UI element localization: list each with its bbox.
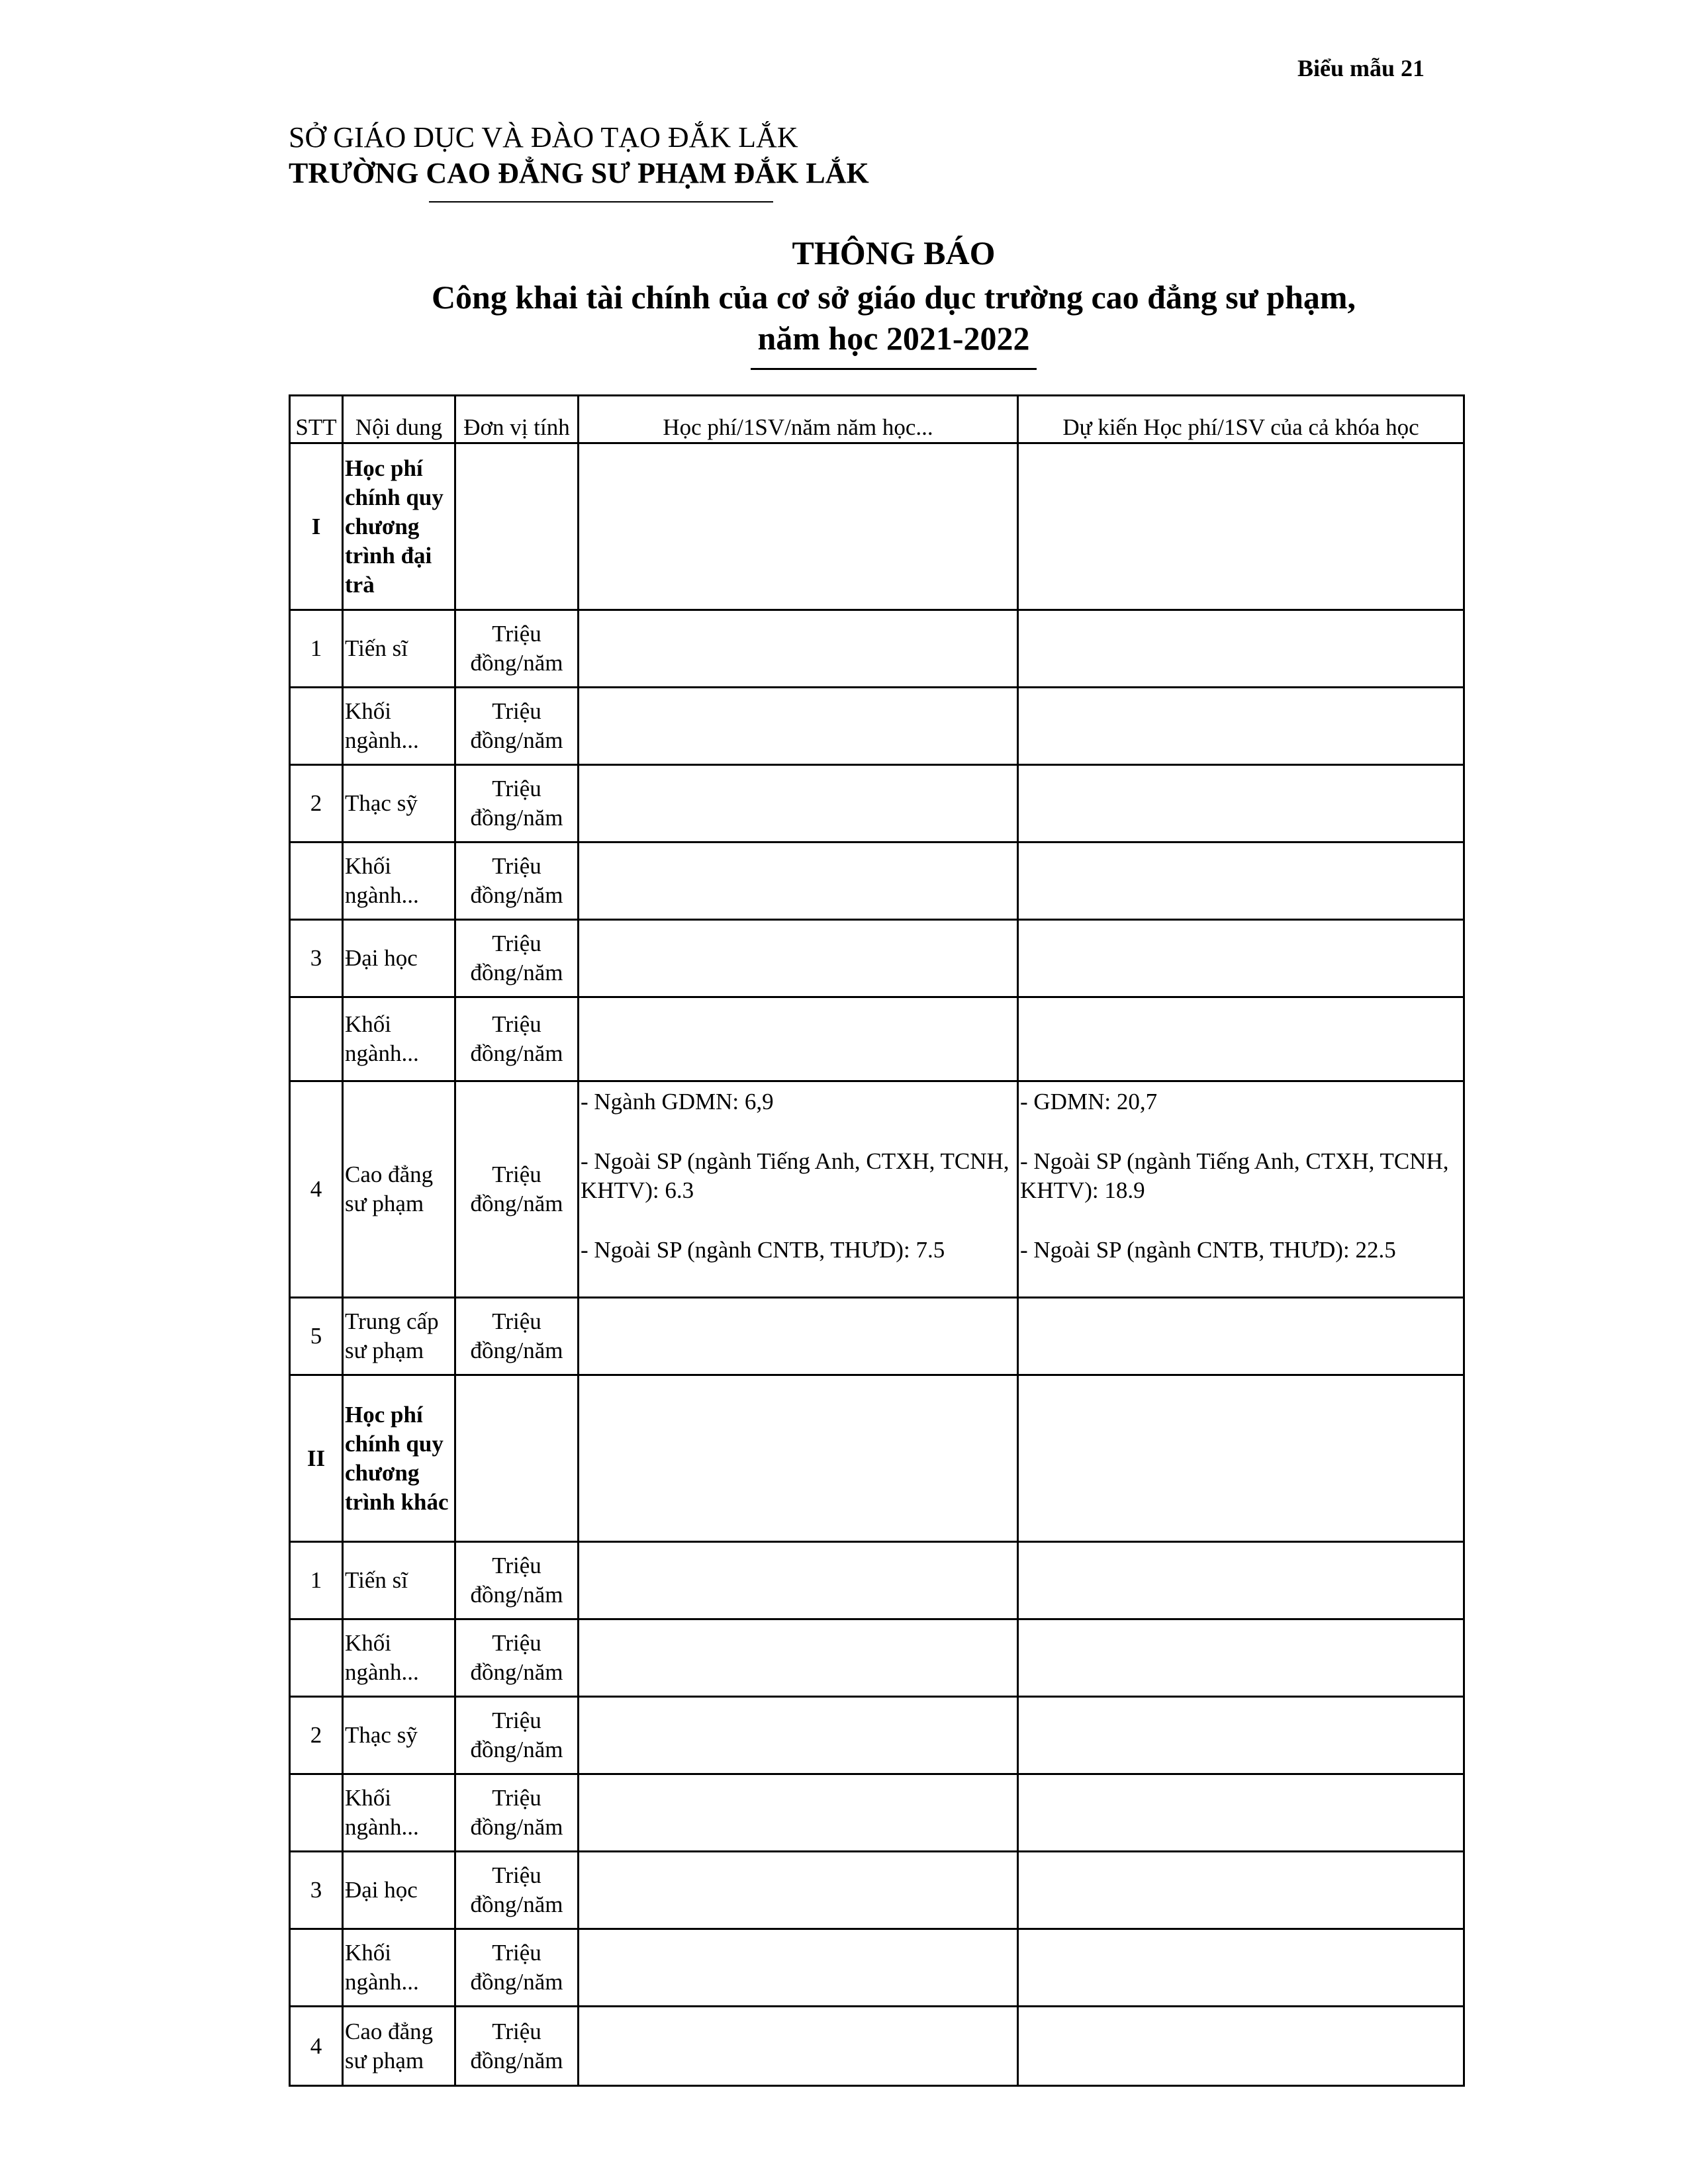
row-stt: 3 xyxy=(290,1852,343,1929)
row-stt: 1 xyxy=(290,610,343,688)
row-course-fee xyxy=(1018,1375,1464,1542)
year-underline xyxy=(751,368,1037,370)
notice-subtitle: Công khai tài chính của cơ sở giáo dục trường cao đẳng sư phạm, xyxy=(431,279,1356,316)
row-stt xyxy=(290,1774,343,1852)
row-stt: 4 xyxy=(290,2007,343,2086)
table-row xyxy=(290,1375,1464,1542)
row-course-fee xyxy=(1018,842,1464,920)
tuition-table xyxy=(289,394,1465,2087)
course-line-gdmn: - GDMN: 20,7 xyxy=(1020,1089,1158,1115)
row-unit: Triệu đồng/năm xyxy=(455,1929,579,2007)
row-stt: II xyxy=(290,1375,343,1542)
row-fee xyxy=(579,443,1018,610)
row-unit: Triệu đồng/năm xyxy=(455,1774,579,1852)
row-fee xyxy=(579,842,1018,920)
row-unit: Triệu đồng/năm xyxy=(455,1542,579,1619)
fee-line-ngoai-sp-1: - Ngoài SP (ngành Tiếng Anh, CTXH, TCNH, KHTV): 6.3 xyxy=(581,1148,1009,1203)
table-row xyxy=(290,765,1464,842)
row-stt xyxy=(290,1929,343,2007)
row-course-fee xyxy=(1018,1929,1464,2007)
row-course-fee xyxy=(1018,688,1464,765)
row-course-fee xyxy=(1018,2007,1464,2086)
notice-title: THÔNG BÁO xyxy=(792,234,996,271)
row-content: Tiến sĩ xyxy=(343,610,455,688)
row-fee xyxy=(579,997,1018,1081)
row-fee xyxy=(579,688,1018,765)
row-stt xyxy=(290,997,343,1081)
row-fee xyxy=(579,610,1018,688)
header-content: Nội dung xyxy=(343,396,455,443)
table-row xyxy=(290,688,1464,765)
department-name: SỞ GIÁO DỤC VÀ ĐÀO TẠO ĐẮK LẮK xyxy=(289,121,798,154)
row-content: Khối ngành... xyxy=(343,842,455,920)
row-content: Thạc sỹ xyxy=(343,765,455,842)
row-content: Đại học xyxy=(343,920,455,997)
row-fee xyxy=(579,1619,1018,1697)
row-course-fee xyxy=(1018,1081,1464,1298)
notice-year: năm học 2021-2022 xyxy=(757,320,1030,357)
row-fee xyxy=(579,920,1018,997)
row-content: Tiến sĩ xyxy=(343,1542,455,1619)
row-course-fee xyxy=(1018,610,1464,688)
row-unit: Triệu đồng/năm xyxy=(455,1081,579,1298)
table-row xyxy=(290,610,1464,688)
table-row xyxy=(290,1852,1464,1929)
fee-line-gdmn: - Ngành GDMN: 6,9 xyxy=(581,1089,774,1115)
row-content: Khối ngành... xyxy=(343,997,455,1081)
table-row xyxy=(290,920,1464,997)
row-fee xyxy=(579,765,1018,842)
row-content: Cao đẳng sư phạm xyxy=(343,2007,455,2086)
row-stt: 1 xyxy=(290,1542,343,1619)
table-row xyxy=(290,1697,1464,1774)
header-fee: Học phí/1SV/năm năm học... xyxy=(579,396,1018,443)
row-stt: I xyxy=(290,443,343,610)
row-content: Đại học xyxy=(343,1852,455,1929)
school-underline xyxy=(429,201,773,203)
row-fee xyxy=(579,1081,1018,1298)
row-stt xyxy=(290,688,343,765)
row-fee xyxy=(579,1542,1018,1619)
row-course-fee xyxy=(1018,1619,1464,1697)
row-unit: Triệu đồng/năm xyxy=(455,688,579,765)
row-fee xyxy=(579,1774,1018,1852)
table-row xyxy=(290,997,1464,1081)
row-stt xyxy=(290,842,343,920)
row-course-fee xyxy=(1018,1852,1464,1929)
row-unit: Triệu đồng/năm xyxy=(455,1298,579,1375)
header-stt: STT xyxy=(290,396,343,443)
table-row xyxy=(290,1542,1464,1619)
course-line-ngoai-sp-2: - Ngoài SP (ngành CNTB, THƯD): 22.5 xyxy=(1020,1237,1396,1263)
row-course-fee xyxy=(1018,765,1464,842)
table-row xyxy=(290,443,1464,610)
row-content: Cao đẳng sư phạm xyxy=(343,1081,455,1298)
row-fee xyxy=(579,2007,1018,2086)
row-fee xyxy=(579,1697,1018,1774)
row-course-fee xyxy=(1018,1298,1464,1375)
course-line-ngoai-sp-1: - Ngoài SP (ngành Tiếng Anh, CTXH, TCNH, KHTV): 18.9 xyxy=(1020,1148,1449,1203)
table-row xyxy=(290,1929,1464,2007)
row-fee xyxy=(579,1298,1018,1375)
form-code: Biểu mẫu 21 xyxy=(1297,55,1425,81)
row-unit: Triệu đồng/năm xyxy=(455,765,579,842)
table-row xyxy=(290,1774,1464,1852)
row-content: Học phí chính quy chương trình đại trà xyxy=(343,443,455,610)
row-course-fee xyxy=(1018,1542,1464,1619)
row-unit xyxy=(455,1375,579,1542)
row-fee xyxy=(579,1375,1018,1542)
school-name: TRƯỜNG CAO ĐẲNG SƯ PHẠM ĐẮK LẮK xyxy=(289,157,869,189)
table-row xyxy=(290,2007,1464,2086)
row-course-fee xyxy=(1018,997,1464,1081)
row-content: Khối ngành... xyxy=(343,688,455,765)
row-fee xyxy=(579,1929,1018,2007)
row-stt: 5 xyxy=(290,1298,343,1375)
row-unit xyxy=(455,443,579,610)
row-course-fee xyxy=(1018,1697,1464,1774)
row-course-fee xyxy=(1018,920,1464,997)
row-unit: Triệu đồng/năm xyxy=(455,610,579,688)
row-unit: Triệu đồng/năm xyxy=(455,2007,579,2086)
row-course-fee xyxy=(1018,443,1464,610)
row-unit: Triệu đồng/năm xyxy=(455,1619,579,1697)
row-stt: 2 xyxy=(290,1697,343,1774)
header-unit: Đơn vị tính xyxy=(455,396,579,443)
row-content: Khối ngành... xyxy=(343,1774,455,1852)
row-unit: Triệu đồng/năm xyxy=(455,1852,579,1929)
table-row xyxy=(290,1081,1464,1298)
fee-line-ngoai-sp-2: - Ngoài SP (ngành CNTB, THƯD): 7.5 xyxy=(581,1237,945,1263)
row-stt: 3 xyxy=(290,920,343,997)
row-fee xyxy=(579,1852,1018,1929)
row-unit: Triệu đồng/năm xyxy=(455,842,579,920)
row-unit: Triệu đồng/năm xyxy=(455,997,579,1081)
row-content: Khối ngành... xyxy=(343,1619,455,1697)
table-row xyxy=(290,1619,1464,1697)
row-course-fee xyxy=(1018,1774,1464,1852)
row-stt xyxy=(290,1619,343,1697)
row-content: Thạc sỹ xyxy=(343,1697,455,1774)
header-course-fee: Dự kiến Học phí/1SV của cả khóa học xyxy=(1018,396,1464,443)
row-stt: 4 xyxy=(290,1081,343,1298)
row-unit: Triệu đồng/năm xyxy=(455,1697,579,1774)
row-content: Trung cấp sư phạm xyxy=(343,1298,455,1375)
row-content: Khối ngành... xyxy=(343,1929,455,2007)
row-unit: Triệu đồng/năm xyxy=(455,920,579,997)
row-content: Học phí chính quy chương trình khác xyxy=(343,1375,455,1542)
table-header-row xyxy=(290,396,1464,443)
row-stt: 2 xyxy=(290,765,343,842)
table-row xyxy=(290,842,1464,920)
table-row xyxy=(290,1298,1464,1375)
